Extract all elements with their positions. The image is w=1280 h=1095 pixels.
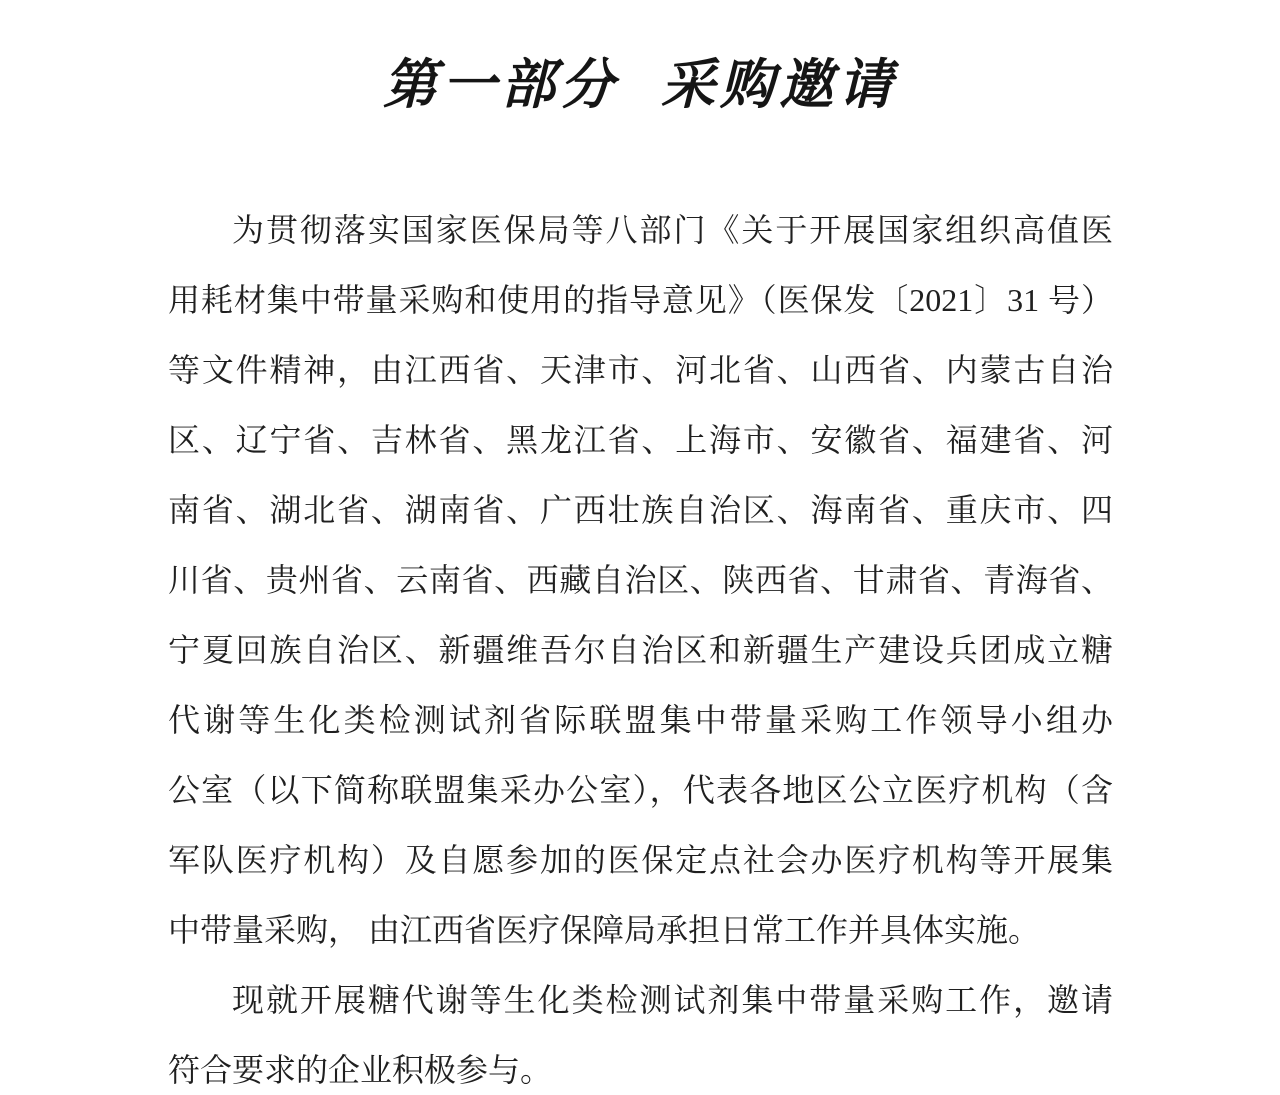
document-line: 区、辽宁省、吉林省、黑龙江省、上海市、安徽省、福建省、河 [168,422,1113,458]
document-title [0,42,1280,119]
document-line: 为贯彻落实国家医保局等八部门《关于开展国家组织高值医 [232,212,1113,248]
document-line: 中带量采购， 由江西省医疗保障局承担日常工作并具体实施。 [168,912,1041,948]
document-line: 南省、湖北省、湖南省、广西壮族自治区、海南省、重庆市、四 [168,492,1113,528]
title-section-name: 采购邀请 [661,55,897,115]
document-line: 公室（以下简称联盟集采办公室），代表各地区公立医疗机构（含 [168,772,1113,808]
document-line: 代谢等生化类检测试剂省际联盟集中带量采购工作领导小组办 [168,702,1113,738]
document-body [168,195,1113,1095]
document-line: 现就开展糖代谢等生化类检测试剂集中带量采购工作，邀请 [232,982,1113,1018]
document-line: 宁夏回族自治区、新疆维吾尔自治区和新疆生产建设兵团成立糖 [168,632,1113,668]
document-line: 等文件精神，由江西省、天津市、河北省、山西省、内蒙古自治 [168,352,1113,388]
document-line: 川省、贵州省、云南省、西藏自治区、陕西省、甘肃省、青海省、 [168,562,1113,598]
document-line: 军队医疗机构）及自愿参加的医保定点社会办医疗机构等开展集 [168,842,1113,878]
title-section-label: 第一部分 [383,55,619,115]
document-line: 符合要求的企业积极参与。 [168,1052,553,1088]
document-line: 用耗材集中带量采购和使用的指导意见》（医保发〔2021〕31 号） [168,282,1113,318]
